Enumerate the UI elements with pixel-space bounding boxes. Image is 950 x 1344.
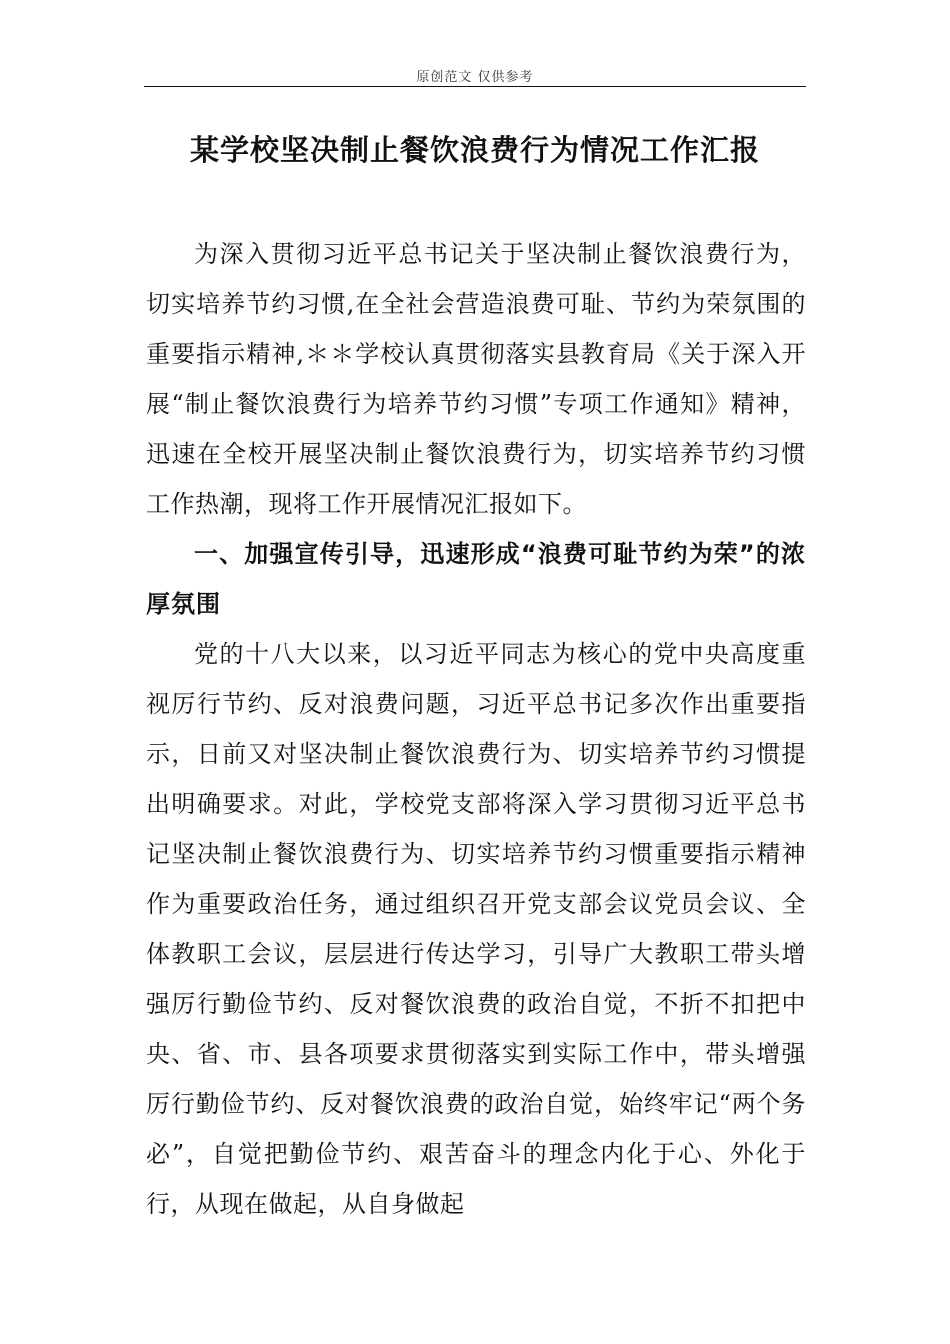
section-heading: 一、加强宣传引导，迅速形成“浪费可耻节约为荣”的浓厚氛围 — [146, 540, 806, 618]
header-note: 原创范文 仅供参考 — [416, 70, 534, 85]
intro-paragraph: 为深入贯彻习近平总书记关于坚决制止餐饮浪费行为，切实培养节约习惯,在全社会营造浪费可耻、节约为荣氛围的重要指示精神,＊＊学校认真贯彻落实县教育局《关于深入开展“制止餐饮浪费行为培养节约习惯”专项工作通知》精神，迅速在全校开展坚决制止餐饮浪费行为，切实培养节约习惯工作热潮，现将工作开展情况汇报如下。 — [146, 240, 806, 518]
body-paragraph: 党的十八大以来，以习近平同志为核心的党中央高度重视厉行节约、反对浪费问题，习近平总书记多次作出重要指示，日前又对坚决制止餐饮浪费行为、切实培养节约习惯提出明确要求。对此，学校党支部将深入学习贯彻习近平总书记坚决制止餐饮浪费行为、切实培养节约习惯重要指示精神作为重要政治任务，通过组织召开党支部会议党员会议、全体教职工会议，层层进行传达学习，引导广大教职工带头增强厉行勤俭节约、反对餐饮浪费的政治自觉，不折不扣把中央、省、市、县各项要求贯彻落实到实际工作中，带头增强厉行勤俭节约、反对餐饮浪费的政治自觉，始终牢记“两个务必”，自觉把勤俭节约、艰苦奋斗的理念内化于心、外化于行，从现在做起，从自身做起 — [146, 640, 806, 1218]
document-body — [146, 229, 806, 1229]
header-divider — [144, 86, 806, 87]
document-title: 某学校坚决制止餐饮浪费行为情况工作汇报 — [189, 133, 760, 167]
